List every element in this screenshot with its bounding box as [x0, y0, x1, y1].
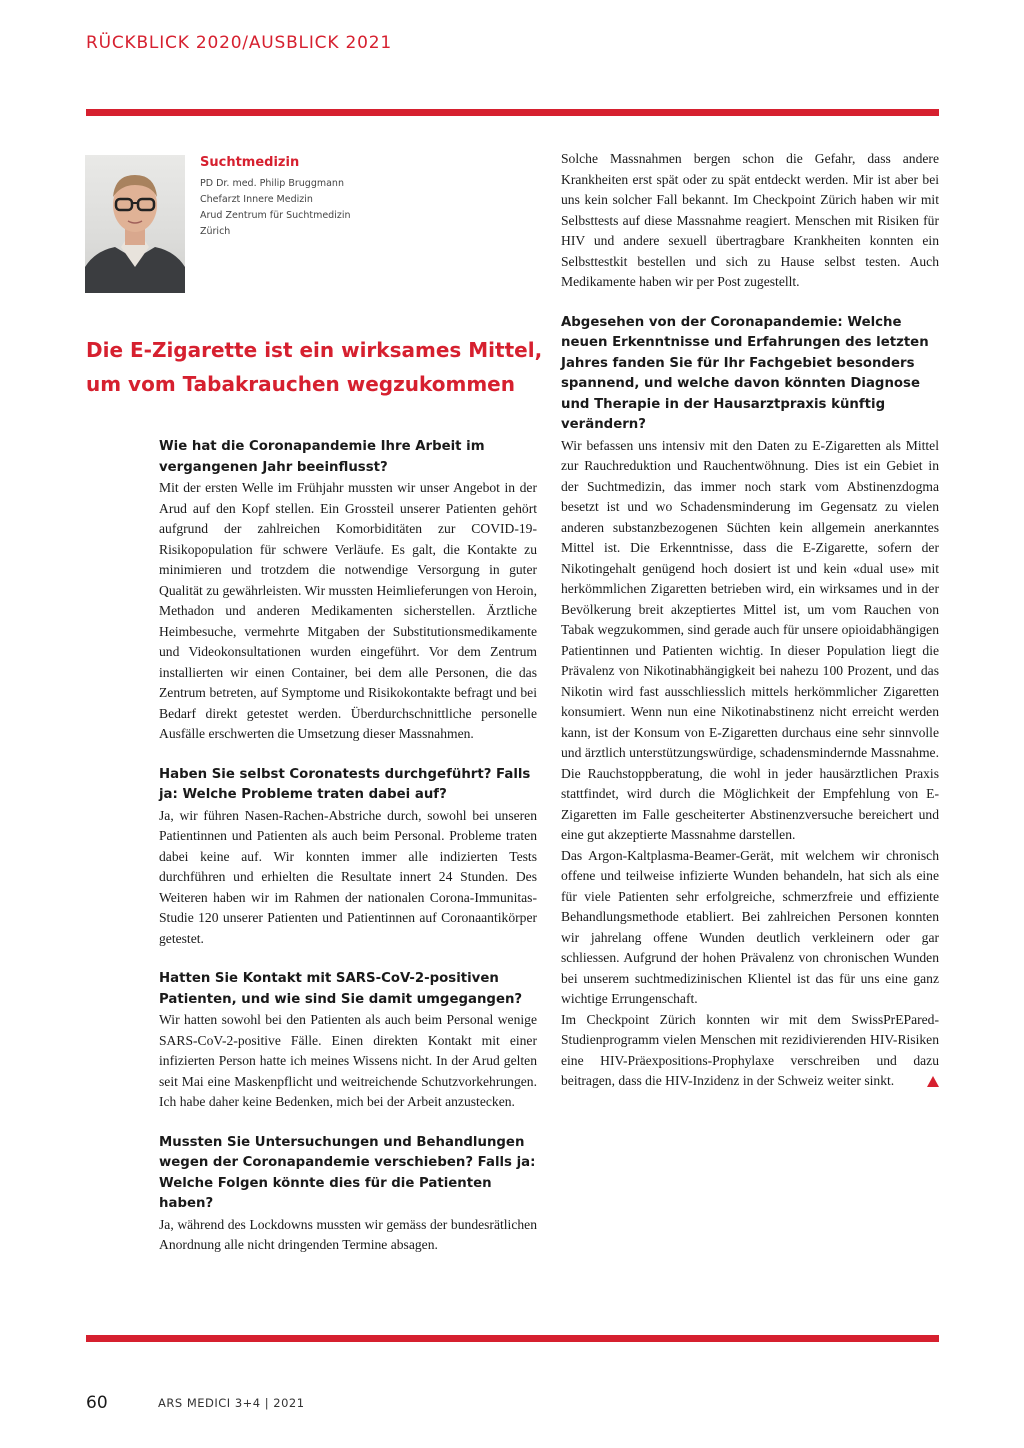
- question-5: Abgesehen von der Coronapandemie: Welche neuen Erkenntnisse und Erfahrungen des letzten Jahres fanden Sie für Ihr Fachgebiet besonders spannend, und welche davon könnten Diagnose und Therapie in der Hausarztpraxis künftig verändern?: [561, 314, 929, 432]
- question-4: Mussten Sie Untersuchungen und Behandlungen wegen der Coronapandemie verschieben? Falls ja: Welche Folgen könnte dies für die Patienten haben?: [159, 1134, 536, 1211]
- author-position: Chefarzt Innere Medizin: [200, 194, 313, 205]
- author-info: [200, 155, 500, 240]
- author-photo: [85, 155, 185, 293]
- answer-3: Wir hatten sowohl bei den Patienten als auch beim Personal wenige SARS-CoV-2-positive Fälle. Einen direkten Kontakt mit einer infizierten Person hatte ich meines Wissens nicht. In der Arud gelten seit Mai eine Maskenpflicht und weitreichende Schutzvorkehrungen. Ich habe daher keine Bedenken, mich bei der Arbeit anzustecken.: [159, 1012, 537, 1109]
- answer-5-paragraph-3: [561, 1010, 939, 1092]
- answer-1: Mit der ersten Welle im Frühjahr mussten wir unser Angebot in der Arud auf den Kopf stellen. Ein Grossteil unserer Patienten gehört aufgrund der zahlreichen Komorbiditäten zur COVID-19-Risikopopulation für schwere Verläufe. Es galt, die Kontakte zu minimieren und trotzdem die notwendige Versorgung in guter Qualität zu gewährleisten. Wir mussten Heimlieferungen von Heroin, Methadon und anderen Medikamenten sicherstellen. Ärztliche Heimbesuche, vermehrte Mitgaben der Substitutionsmedikamente und Videokonsultationen wurden eingeführt. Vor dem Zentrum installierten wir einen Container, bei dem alle Personen, die das Zentrum betreten, auf Symptome und Risikokontakte befragt und bei Bedarf direkt getestet werden. Überdurchschnittliche personelle Ausfälle erschwerten die Umsetzung dieser Massnahmen.: [159, 480, 537, 741]
- answer-5: Wir befassen uns intensiv mit den Daten zu E-Zigaretten als Mittel zur Rauchreduktion und Rauchentwöhnung. Dies ist ein Gebiet in der Suchtmedizin, das immer noch stark vom Abstinenzdogma besetzt ist und wo Schadensminderung im Gegensatz zu vielen anderen substanzbezogenen Süchten kein allgemein anerkanntes Mittel ist. Die Erkenntnisse, dass die E-Zigarette, sofern der Nikotingehalt genügend hoch dosiert ist und kein «dual use» mit herkömmlichen Zigaretten betrieben wird, ein wirksames und in der Bevölkerung breit akzeptiertes Mittel ist, um vom Rauchen von Tabak wegzukommen, sind gerade auch für unsere opioidabhängigen Patientinnen und Patienten wichtig. In dieser Population liegt die Prävalenz von Nikotinabhängigkeit bei nahezu 100 Prozent, und das Nikotin wird fast ausschliesslich mittels herkömmlicher Zigaretten konsumiert. Wenn nun eine Nikotinabstinenz nicht erreicht werden kann, ist der Konsum von E-Zigaretten durchaus eine sehr sinnvolle und ärztlich unterstützungswürdige, schadensmindernde Massnahme. Die Rauchstoppberatung, die wohl in jeder hausärztlichen Praxis stattfindet, wird durch die Möglichkeit der Empfehlung von E-Zigaretten im Falle gescheiterter Abstinenzversuche bereichert und eine gut akzeptierte Massnahme darstellen.: [561, 437, 939, 842]
- section-title: RÜCKBLICK 2020/AUSBLICK 2021: [86, 33, 392, 53]
- article-headline: Die E-Zigarette ist ein wirksames Mittel, um vom Tabakrauchen wegzukommen: [86, 338, 543, 396]
- answer-4-continued: Solche Massnahmen bergen schon die Gefahr, dass andere Krankheiten erst spät oder zu spät entdeckt werden. Mir ist aber bei uns kein solcher Fall bekannt. Im Checkpoint Zürich haben wir mit Selbsttests auf diese Massnahme reagiert. Menschen mit Risiken für HIV und andere sexuell übertragbare Krankheiten konnten ein Selbsttestkit bestellen und sich zu Hause selbst testen. Auch Medikamente haben wir per Post zugestellt.: [561, 151, 939, 289]
- question-2: Haben Sie selbst Coronatests durchgeführt? Falls ja: Welche Probleme traten dabei auf?: [159, 766, 531, 802]
- author-name: PD Dr. med. Philip Bruggmann: [200, 178, 344, 189]
- question-3: Hatten Sie Kontakt mit SARS-CoV-2-positiven Patienten, und wie sind Sie damit umgegangen?: [159, 971, 523, 1007]
- answer-5-paragraph-2: Das Argon-Kaltplasma-Beamer-Gerät, mit welchem wir chronisch offene und teilweise infizierte Wunden behandeln, hat sich als eine für viele Patienten sehr erfolgreiche, schmerzfreie und effiziente Behandlungsmethode etabliert. Bei zahlreichen Personen konnten wir jahrelang offene Wunden deutlich verkleinern oder gar schliessen. Aufgrund der hohen Prävalenz von chronischen Wunden bei unserem suchtmedizinischen Klientel ist das für uns eine ganz wichtige Errungenschaft.: [561, 847, 939, 1006]
- page-footer: [86, 1393, 305, 1413]
- journal-issue: ARS MEDICI 3+4 | 2021: [158, 1396, 305, 1410]
- answer-5-paragraph-3-text: Im Checkpoint Zürich konnten wir mit dem SwissPrEPared-Studienprogramm vielen Menschen mit rezidivierenden HIV-Risiken eine HIV-Präexpositions-Prophylaxe verschreiben und dazu beitragen, dass die HIV-Inzidenz in der Schweiz weiter sinkt.: [561, 1011, 939, 1088]
- page-number: 60: [86, 1393, 108, 1413]
- author-institution: Arud Zentrum für Suchtmedizin: [200, 210, 351, 221]
- author-city: Zürich: [200, 226, 231, 237]
- author-category: Suchtmedizin: [200, 155, 300, 170]
- answer-4: Ja, während des Lockdowns mussten wir gemäss der bundesrätlichen Anordnung alle nicht dringenden Termine absagen.: [159, 1216, 537, 1252]
- top-rule: [86, 109, 939, 116]
- question-1: Wie hat die Coronapandemie Ihre Arbeit im vergangenen Jahr beeinflusst?: [159, 439, 485, 475]
- triangle-up-icon: [927, 1076, 939, 1087]
- right-column: [561, 149, 939, 1092]
- answer-2: Ja, wir führen Nasen-Rachen-Abstriche durch, sowohl bei unseren Patientinnen und Patienten als auch beim Personal. Probleme traten dabei keine auf. Wir konnten immer alle indizierten Tests durchführen und erhielten die Resultate innert 24 Stunden. Des Weiteren haben wir im Rahmen der nationalen Corona-Immunitas-Studie 120 unserer Patienten und Patientinnen auf Coronaantikörper getestet.: [159, 807, 537, 946]
- bottom-rule: [86, 1335, 939, 1342]
- left-column: [159, 437, 537, 1256]
